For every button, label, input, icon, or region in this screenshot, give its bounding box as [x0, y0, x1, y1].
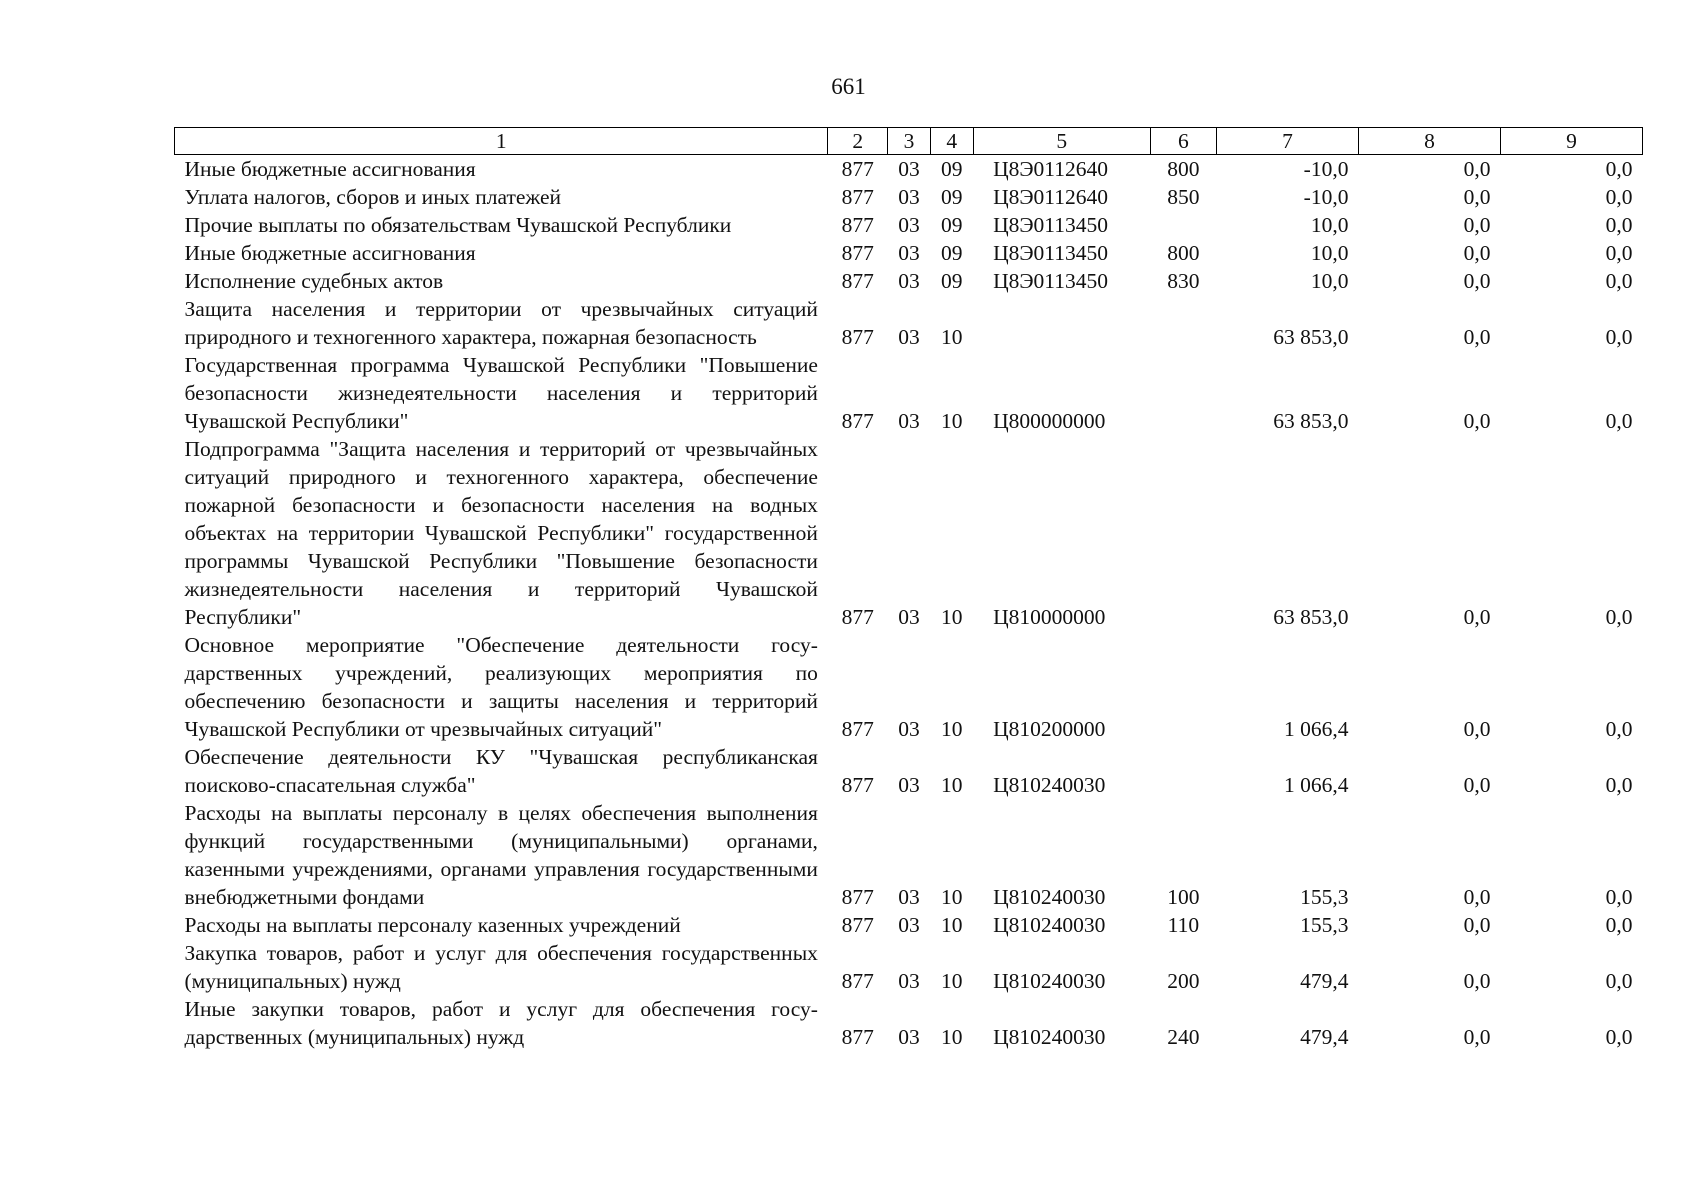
row-amount-7: 479,4: [1300, 969, 1349, 993]
row-amount-9: 0,0: [1605, 717, 1633, 741]
row-department: 877: [841, 885, 874, 909]
row-amount-8: 0,0: [1463, 185, 1491, 209]
row-amount-9: 0,0: [1605, 773, 1633, 797]
row-amount-8: 0,0: [1463, 269, 1491, 293]
row-amount-8: 0,0: [1463, 969, 1491, 993]
column-header: 8: [1358, 128, 1500, 155]
row-subsection: 10: [940, 325, 963, 349]
table-row: [175, 435, 1643, 631]
row-subsection: 09: [940, 241, 963, 265]
row-target-article: Ц810240030: [993, 885, 1106, 909]
row-department: 877: [841, 913, 874, 937]
row-amount-9: 0,0: [1605, 269, 1633, 293]
row-amount-7: 479,4: [1300, 1025, 1349, 1049]
row-amount-7: 10,0: [1310, 213, 1349, 237]
row-amount-7: 1 066,4: [1283, 717, 1349, 741]
table-row: [175, 911, 1643, 939]
row-subsection: 10: [940, 969, 963, 993]
table-row: [175, 267, 1643, 295]
row-target-article: Ц8Э0113450: [993, 241, 1109, 265]
row-department: 877: [841, 185, 874, 209]
budget-table: [174, 127, 1643, 1051]
row-description: Уплата налогов, сборов и иных платежей: [184, 185, 562, 209]
row-amount-8: 0,0: [1463, 409, 1491, 433]
row-amount-7: 10,0: [1310, 269, 1349, 293]
row-department: 877: [841, 969, 874, 993]
row-amount-9: 0,0: [1605, 325, 1633, 349]
column-header: 6: [1150, 128, 1216, 155]
row-target-article: Ц800000000: [993, 409, 1106, 433]
row-description: Основное мероприятие "Обеспечение деятельности государственных учреждений, реализующих мероприятия по обеспечению безопасности и защиты населения и территорий Чувашской Республики от чрезвычайных ситуаций": [184, 633, 818, 741]
row-expense-type: 100: [1167, 885, 1200, 909]
row-section: 03: [898, 409, 920, 433]
column-header: 4: [930, 128, 973, 155]
table-row: [175, 995, 1643, 1051]
row-amount-7: 155,3: [1300, 885, 1349, 909]
row-description: Прочие выплаты по обязательствам Чувашской Республики: [184, 213, 732, 237]
row-amount-8: 0,0: [1463, 325, 1491, 349]
row-section: 03: [898, 157, 920, 181]
row-section: 03: [898, 913, 920, 937]
row-amount-7: 10,0: [1310, 241, 1349, 265]
row-amount-9: 0,0: [1605, 213, 1633, 237]
row-amount-9: 0,0: [1605, 969, 1633, 993]
row-department: 877: [841, 605, 874, 629]
row-subsection: 09: [940, 157, 963, 181]
row-subsection: 10: [940, 605, 963, 629]
row-subsection: 10: [940, 773, 963, 797]
row-amount-8: 0,0: [1463, 717, 1491, 741]
row-amount-7: -10,0: [1303, 185, 1349, 209]
row-subsection: 10: [940, 1025, 963, 1049]
row-section: 03: [898, 885, 920, 909]
row-amount-8: 0,0: [1463, 885, 1491, 909]
page-number: 661: [831, 74, 866, 99]
row-expense-type: 800: [1167, 157, 1200, 181]
row-amount-8: 0,0: [1463, 773, 1491, 797]
row-expense-type: 850: [1167, 185, 1200, 209]
row-expense-type: [1150, 351, 1216, 435]
row-amount-8: 0,0: [1463, 1025, 1491, 1049]
row-amount-9: 0,0: [1605, 409, 1633, 433]
row-target-article: Ц810000000: [993, 605, 1106, 629]
row-department: 877: [841, 213, 874, 237]
row-description: Расходы на выплаты персоналу казенных учреждений: [184, 913, 681, 937]
row-description: Иные закупки товаров, работ и услуг для обеспечения государственных (муниципальных) нужд: [184, 997, 818, 1049]
row-section: 03: [898, 325, 920, 349]
row-target-article: Ц8Э0113450: [993, 269, 1109, 293]
row-amount-8: 0,0: [1463, 157, 1491, 181]
row-target-article: Ц810200000: [993, 717, 1106, 741]
row-subsection: 10: [940, 409, 963, 433]
row-description: Подпрограмма "Защита населения и территорий от чрезвычайных ситуаций природного и техногенного характера, обеспечение пожарной безопасности и безопасности населения на водных объектах на территории Чувашской Республики" государственной программы Чувашской Республики "Повышение безопасности жизнедеятельности населения и территорий Чувашской Республики": [184, 437, 818, 629]
row-expense-type: [1150, 211, 1216, 239]
column-header: 1: [175, 128, 828, 155]
row-section: 03: [898, 185, 920, 209]
row-target-article: Ц810240030: [993, 913, 1106, 937]
row-subsection: 10: [940, 717, 963, 741]
row-department: 877: [841, 241, 874, 265]
row-department: 877: [841, 717, 874, 741]
row-subsection: 09: [940, 269, 963, 293]
column-header: 2: [828, 128, 888, 155]
row-amount-7: 155,3: [1300, 913, 1349, 937]
table-row: [175, 799, 1643, 911]
row-target-article: Ц8Э0112640: [993, 185, 1109, 209]
row-expense-type: [1150, 295, 1216, 351]
column-header-row: [175, 128, 1643, 155]
row-target-article: Ц8Э0113450: [993, 213, 1109, 237]
row-amount-9: 0,0: [1605, 885, 1633, 909]
row-expense-type: [1150, 435, 1216, 631]
row-department: 877: [841, 157, 874, 181]
row-description: Защита населения и территории от чрезвычайных ситуаций природного и техногенного характера, пожарная безопасность: [184, 297, 818, 349]
column-header: 9: [1500, 128, 1642, 155]
row-description: Обеспечение деятельности КУ "Чувашская республиканская поисково-спасательная служба": [184, 745, 818, 797]
row-amount-7: 1 066,4: [1283, 773, 1349, 797]
row-subsection: 09: [940, 185, 963, 209]
column-header: 5: [973, 128, 1150, 155]
table-row: [175, 295, 1643, 351]
row-target-article: [973, 295, 1150, 351]
row-description: Расходы на выплаты персоналу в целях обеспечения выполнения функций государственными (муниципальными) органами, казенными учреждениями, органами управления государственными внебюджетными фондами: [184, 801, 818, 909]
table-row: [175, 631, 1643, 743]
table-row: [175, 743, 1643, 799]
row-target-article: Ц810240030: [993, 969, 1106, 993]
table-body: [175, 155, 1643, 1052]
row-expense-type: [1150, 743, 1216, 799]
row-section: 03: [898, 605, 920, 629]
row-description: Иные бюджетные ассигнования: [184, 241, 476, 265]
table-row: [175, 351, 1643, 435]
table-row: [175, 211, 1643, 239]
row-amount-7: 63 853,0: [1273, 325, 1349, 349]
row-expense-type: [1150, 631, 1216, 743]
row-target-article: Ц810240030: [993, 773, 1106, 797]
row-section: 03: [898, 717, 920, 741]
column-header: 7: [1216, 128, 1358, 155]
row-amount-9: 0,0: [1605, 913, 1633, 937]
row-department: 877: [841, 1025, 874, 1049]
row-amount-8: 0,0: [1463, 241, 1491, 265]
table-row: [175, 939, 1643, 995]
row-department: 877: [841, 269, 874, 293]
row-department: 877: [841, 409, 874, 433]
row-amount-8: 0,0: [1463, 913, 1491, 937]
row-description: Исполнение судебных актов: [184, 269, 444, 293]
row-expense-type: 800: [1167, 241, 1200, 265]
row-subsection: 10: [940, 913, 963, 937]
row-amount-7: -10,0: [1303, 157, 1349, 181]
row-section: 03: [898, 241, 920, 265]
row-target-article: Ц810240030: [993, 1025, 1106, 1049]
row-amount-8: 0,0: [1463, 605, 1491, 629]
row-amount-9: 0,0: [1605, 185, 1633, 209]
row-amount-7: 63 853,0: [1273, 605, 1349, 629]
row-department: 877: [841, 325, 874, 349]
row-expense-type: 830: [1167, 269, 1200, 293]
row-expense-type: 110: [1167, 913, 1200, 937]
row-amount-9: 0,0: [1605, 1025, 1633, 1049]
row-amount-7: 63 853,0: [1273, 409, 1349, 433]
row-section: 03: [898, 269, 920, 293]
row-section: 03: [898, 213, 920, 237]
row-amount-9: 0,0: [1605, 157, 1633, 181]
row-amount-9: 0,0: [1605, 605, 1633, 629]
table-row: [175, 239, 1643, 267]
row-section: 03: [898, 1025, 920, 1049]
row-section: 03: [898, 969, 920, 993]
row-description: Государственная программа Чувашской Республики "Повышение безопасности жизнедеятельности населения и территорий Чувашской Республики": [184, 353, 818, 433]
row-amount-9: 0,0: [1605, 241, 1633, 265]
table-row: [175, 183, 1643, 211]
row-subsection: 09: [940, 213, 963, 237]
row-description: Закупка товаров, работ и услуг для обеспечения государственных (муниципальных) нужд: [184, 941, 818, 993]
row-description: Иные бюджетные ассигнования: [184, 157, 476, 181]
row-expense-type: 200: [1167, 969, 1200, 993]
row-target-article: Ц8Э0112640: [993, 157, 1109, 181]
row-amount-8: 0,0: [1463, 213, 1491, 237]
row-department: 877: [841, 773, 874, 797]
column-header: 3: [888, 128, 931, 155]
row-expense-type: 240: [1167, 1025, 1200, 1049]
row-subsection: 10: [940, 885, 963, 909]
table-row: [175, 155, 1643, 184]
row-section: 03: [898, 773, 920, 797]
